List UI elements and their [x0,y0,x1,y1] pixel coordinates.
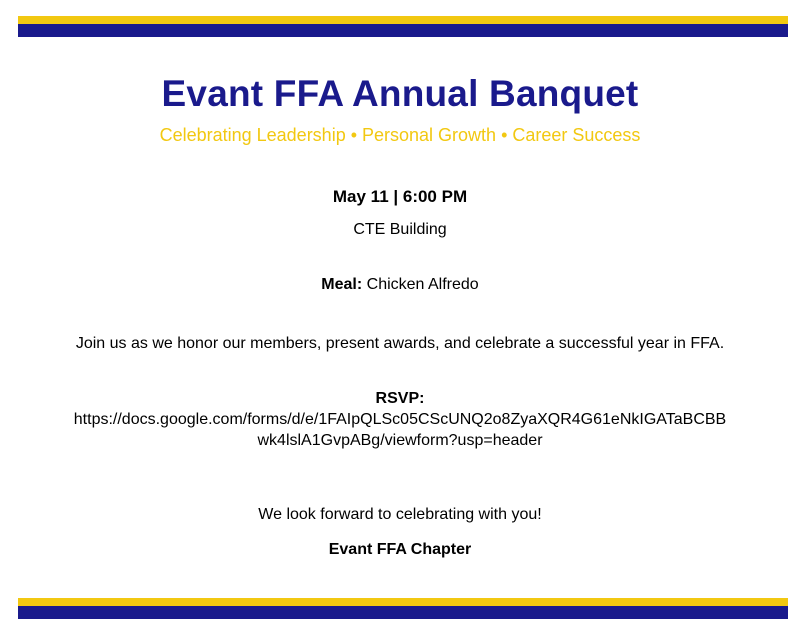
meal-value: Chicken Alfredo [362,276,479,293]
event-meal [0,274,800,296]
event-title: Evant FFA Annual Banquet [161,73,639,114]
event-location: CTE Building [353,221,447,238]
signature: Evant FFA Chapter [328,541,472,558]
closing-text: We look forward to celebrating with you! [258,506,542,523]
top-navy-stripe [18,24,788,37]
event-subtitle: Celebrating Leadership • Personal Growth • Career Success [159,125,641,145]
top-gold-stripe [18,16,788,24]
top-decorative-band [18,16,788,37]
rsvp-url-line-2[interactable]: wk4lslA1GvpABg/viewform?usp=header [257,432,543,449]
meal-label: Meal: [321,276,363,293]
bottom-navy-stripe [18,606,788,619]
rsvp-link[interactable] [0,409,800,451]
invitation-text: Join us as we honor our members, present awards, and celebrate a successful year in FFA. [75,335,725,352]
bottom-gold-stripe [18,598,788,606]
rsvp-url-line-1[interactable]: https://docs.google.com/forms/d/e/1FAIpQLSc05CScUNQ2o8ZyaXQR4G61eNkIGATaBCBB [73,411,727,428]
rsvp-label: RSVP: [375,390,425,407]
event-datetime: May 11 | 6:00 PM [332,187,468,206]
bottom-decorative-band [18,598,788,619]
